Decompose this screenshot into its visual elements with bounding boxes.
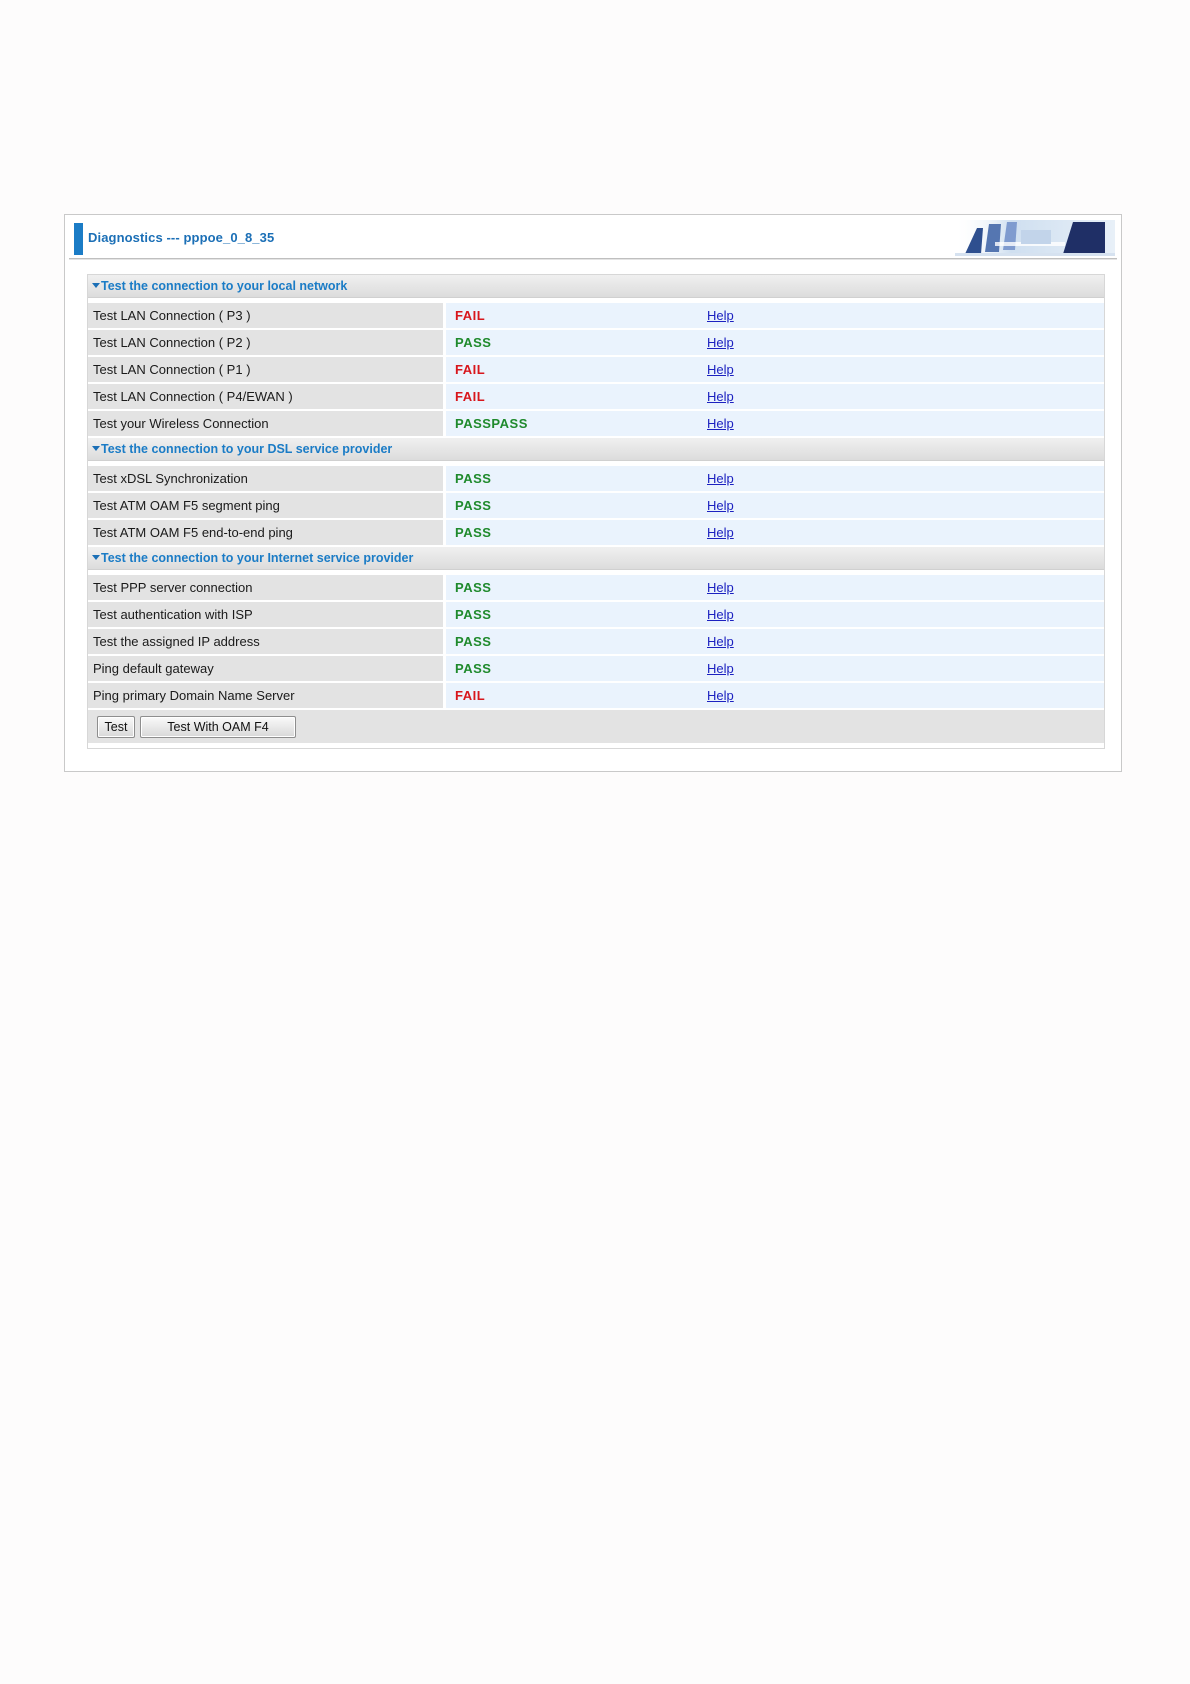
test-label: Test LAN Connection ( P1 ) (88, 357, 443, 382)
test-label: Test authentication with ISP (88, 602, 443, 627)
diagnostics-table (87, 274, 1105, 749)
status-result: PASS (446, 520, 700, 545)
table-row (88, 682, 1104, 708)
help-link[interactable]: Help (707, 525, 734, 540)
test-button[interactable]: Test (97, 716, 135, 738)
test-label: Ping default gateway (88, 656, 443, 681)
test-label: Test LAN Connection ( P2 ) (88, 330, 443, 355)
status-result: PASS (446, 629, 700, 654)
test-label: Test xDSL Synchronization (88, 466, 443, 491)
section-internet-provider (88, 547, 1104, 570)
status-result: FAIL (446, 384, 700, 409)
test-label: Test ATM OAM F5 segment ping (88, 493, 443, 518)
table-row (88, 628, 1104, 654)
header-accent-bar (74, 223, 83, 255)
help-link[interactable]: Help (707, 389, 734, 404)
section-title: Test the connection to your Internet service provider (101, 551, 414, 565)
status-result: PASS (446, 330, 700, 355)
table-row (88, 519, 1104, 545)
test-label: Test the assigned IP address (88, 629, 443, 654)
collapse-triangle-icon[interactable] (92, 446, 100, 451)
test-label: Test LAN Connection ( P3 ) (88, 303, 443, 328)
status-result: PASS (446, 602, 700, 627)
help-link[interactable]: Help (707, 308, 734, 323)
help-link[interactable]: Help (707, 498, 734, 513)
section-local-network (88, 275, 1104, 298)
header-divider (69, 258, 1117, 260)
help-link[interactable]: Help (707, 688, 734, 703)
table-row (88, 383, 1104, 409)
test-with-oam-f4-button[interactable]: Test With OAM F4 (140, 716, 296, 738)
status-result: PASS (446, 575, 700, 600)
help-link[interactable]: Help (707, 607, 734, 622)
status-result: PASS (446, 656, 700, 681)
section-title: Test the connection to your DSL service provider (101, 442, 393, 456)
help-link[interactable]: Help (707, 661, 734, 676)
test-label: Ping primary Domain Name Server (88, 683, 443, 708)
bottom-spacer (88, 743, 1104, 748)
section-dsl-provider (88, 438, 1104, 461)
section-title: Test the connection to your local network (101, 279, 348, 293)
collapse-triangle-icon[interactable] (92, 283, 100, 288)
table-row (88, 465, 1104, 491)
table-row (88, 302, 1104, 328)
status-result: PASS (446, 493, 700, 518)
status-result: FAIL (446, 303, 700, 328)
status-result: PASS (446, 466, 700, 491)
table-row (88, 329, 1104, 355)
action-bar (88, 710, 1104, 743)
help-link[interactable]: Help (707, 471, 734, 486)
help-link[interactable]: Help (707, 634, 734, 649)
page-title: Diagnostics --- pppoe_0_8_35 (88, 230, 275, 245)
diagnostics-panel (64, 214, 1122, 772)
test-label: Test PPP server connection (88, 575, 443, 600)
table-row (88, 574, 1104, 600)
status-result: FAIL (446, 357, 700, 382)
collapse-triangle-icon[interactable] (92, 555, 100, 560)
table-row (88, 655, 1104, 681)
status-result: PASSPASS (446, 411, 700, 436)
table-row (88, 601, 1104, 627)
help-link[interactable]: Help (707, 335, 734, 350)
help-link[interactable]: Help (707, 580, 734, 595)
office-chairs-banner-icon (955, 220, 1115, 256)
status-result: FAIL (446, 683, 700, 708)
test-label: Test LAN Connection ( P4/EWAN ) (88, 384, 443, 409)
test-label: Test ATM OAM F5 end-to-end ping (88, 520, 443, 545)
help-link[interactable]: Help (707, 416, 734, 431)
panel-header (65, 215, 1121, 262)
help-link[interactable]: Help (707, 362, 734, 377)
table-row (88, 356, 1104, 382)
table-row (88, 492, 1104, 518)
table-row (88, 410, 1104, 436)
test-label: Test your Wireless Connection (88, 411, 443, 436)
